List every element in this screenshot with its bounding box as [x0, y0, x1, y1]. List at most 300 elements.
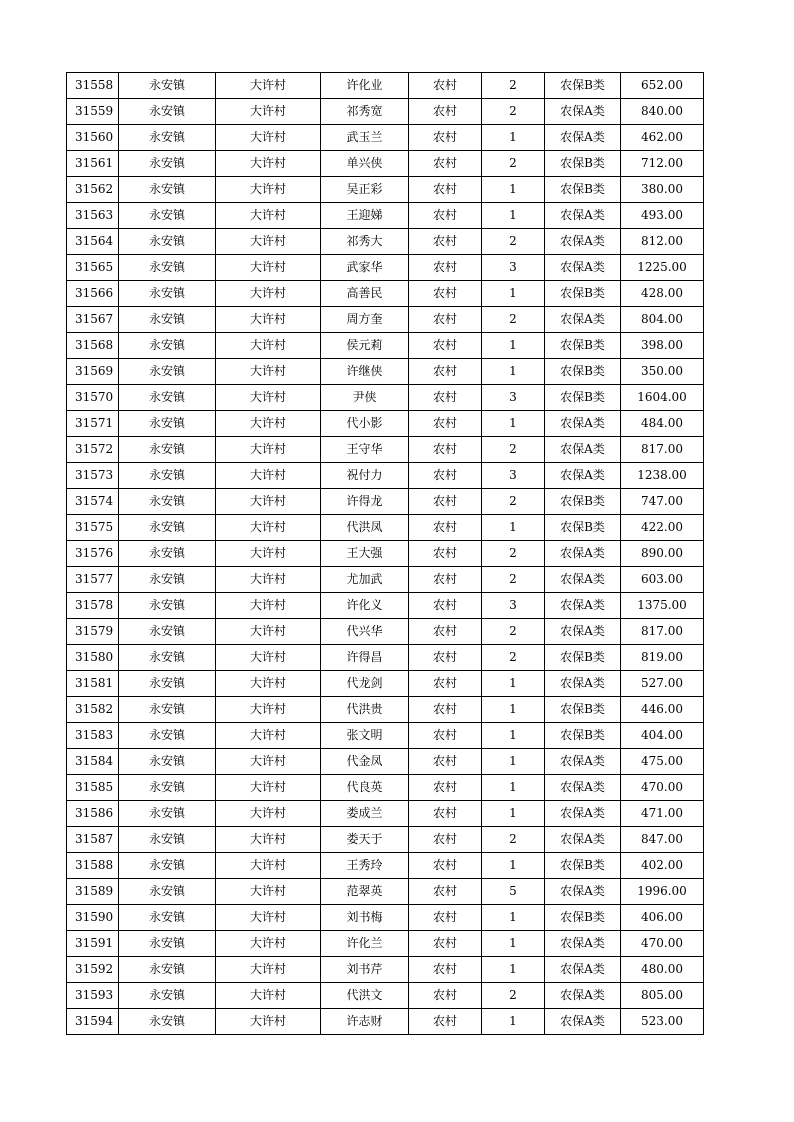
- type-cell: 农村: [409, 151, 482, 177]
- village-cell: 大许村: [216, 957, 321, 983]
- table-row: [67, 359, 704, 385]
- name-cell: 代龙剑: [321, 671, 409, 697]
- village-cell: 大许村: [216, 255, 321, 281]
- category-cell: 农保A类: [545, 671, 621, 697]
- town-cell: 永安镇: [119, 827, 216, 853]
- count-cell: 1: [482, 411, 545, 437]
- category-cell: 农保B类: [545, 723, 621, 749]
- town-cell: 永安镇: [119, 645, 216, 671]
- count-cell: 3: [482, 463, 545, 489]
- category-cell: 农保A类: [545, 125, 621, 151]
- name-cell: 代金凤: [321, 749, 409, 775]
- row-id-cell: 31570: [67, 385, 119, 411]
- amount-cell: 817.00: [621, 437, 704, 463]
- table-row: [67, 723, 704, 749]
- count-cell: 2: [482, 99, 545, 125]
- village-cell: 大许村: [216, 437, 321, 463]
- table-row: [67, 281, 704, 307]
- type-cell: 农村: [409, 1009, 482, 1035]
- town-cell: 永安镇: [119, 593, 216, 619]
- village-cell: 大许村: [216, 463, 321, 489]
- type-cell: 农村: [409, 957, 482, 983]
- table-row: [67, 931, 704, 957]
- town-cell: 永安镇: [119, 203, 216, 229]
- type-cell: 农村: [409, 723, 482, 749]
- town-cell: 永安镇: [119, 671, 216, 697]
- row-id-cell: 31581: [67, 671, 119, 697]
- town-cell: 永安镇: [119, 801, 216, 827]
- row-id-cell: 31573: [67, 463, 119, 489]
- name-cell: 代洪凤: [321, 515, 409, 541]
- name-cell: 许志财: [321, 1009, 409, 1035]
- category-cell: 农保A类: [545, 1009, 621, 1035]
- town-cell: 永安镇: [119, 775, 216, 801]
- category-cell: 农保A类: [545, 593, 621, 619]
- town-cell: 永安镇: [119, 931, 216, 957]
- type-cell: 农村: [409, 333, 482, 359]
- table-row: [67, 515, 704, 541]
- type-cell: 农村: [409, 463, 482, 489]
- village-cell: 大许村: [216, 983, 321, 1009]
- amount-cell: 380.00: [621, 177, 704, 203]
- category-cell: 农保A类: [545, 879, 621, 905]
- row-id-cell: 31585: [67, 775, 119, 801]
- town-cell: 永安镇: [119, 411, 216, 437]
- count-cell: 2: [482, 619, 545, 645]
- name-cell: 代良英: [321, 775, 409, 801]
- amount-cell: 470.00: [621, 931, 704, 957]
- row-id-cell: 31586: [67, 801, 119, 827]
- category-cell: 农保B类: [545, 515, 621, 541]
- row-id-cell: 31594: [67, 1009, 119, 1035]
- village-cell: 大许村: [216, 619, 321, 645]
- amount-cell: 847.00: [621, 827, 704, 853]
- count-cell: 1: [482, 905, 545, 931]
- town-cell: 永安镇: [119, 229, 216, 255]
- count-cell: 2: [482, 827, 545, 853]
- table-row: [67, 333, 704, 359]
- name-cell: 许化业: [321, 73, 409, 99]
- type-cell: 农村: [409, 983, 482, 1009]
- name-cell: 祁秀宽: [321, 99, 409, 125]
- row-id-cell: 31567: [67, 307, 119, 333]
- type-cell: 农村: [409, 281, 482, 307]
- table-row: [67, 151, 704, 177]
- name-cell: 吴正彩: [321, 177, 409, 203]
- town-cell: 永安镇: [119, 437, 216, 463]
- name-cell: 许得龙: [321, 489, 409, 515]
- town-cell: 永安镇: [119, 333, 216, 359]
- name-cell: 许得昌: [321, 645, 409, 671]
- row-id-cell: 31566: [67, 281, 119, 307]
- category-cell: 农保B类: [545, 489, 621, 515]
- village-cell: 大许村: [216, 645, 321, 671]
- row-id-cell: 31572: [67, 437, 119, 463]
- town-cell: 永安镇: [119, 99, 216, 125]
- name-cell: 周方奎: [321, 307, 409, 333]
- row-id-cell: 31590: [67, 905, 119, 931]
- name-cell: 许继侠: [321, 359, 409, 385]
- table-row: [67, 775, 704, 801]
- count-cell: 5: [482, 879, 545, 905]
- row-id-cell: 31591: [67, 931, 119, 957]
- name-cell: 王大强: [321, 541, 409, 567]
- amount-cell: 406.00: [621, 905, 704, 931]
- category-cell: 农保A类: [545, 749, 621, 775]
- table-row: [67, 567, 704, 593]
- town-cell: 永安镇: [119, 541, 216, 567]
- type-cell: 农村: [409, 385, 482, 411]
- count-cell: 2: [482, 73, 545, 99]
- type-cell: 农村: [409, 645, 482, 671]
- amount-cell: 523.00: [621, 1009, 704, 1035]
- category-cell: 农保B类: [545, 281, 621, 307]
- count-cell: 2: [482, 151, 545, 177]
- amount-cell: 840.00: [621, 99, 704, 125]
- name-cell: 代兴华: [321, 619, 409, 645]
- amount-cell: 747.00: [621, 489, 704, 515]
- category-cell: 农保A类: [545, 827, 621, 853]
- category-cell: 农保B类: [545, 853, 621, 879]
- name-cell: 张文明: [321, 723, 409, 749]
- town-cell: 永安镇: [119, 255, 216, 281]
- name-cell: 王迎娣: [321, 203, 409, 229]
- category-cell: 农保A类: [545, 255, 621, 281]
- type-cell: 农村: [409, 749, 482, 775]
- row-id-cell: 31569: [67, 359, 119, 385]
- table-row: [67, 697, 704, 723]
- type-cell: 农村: [409, 255, 482, 281]
- count-cell: 2: [482, 229, 545, 255]
- row-id-cell: 31558: [67, 73, 119, 99]
- name-cell: 武玉兰: [321, 125, 409, 151]
- village-cell: 大许村: [216, 853, 321, 879]
- name-cell: 单兴侠: [321, 151, 409, 177]
- category-cell: 农保A类: [545, 437, 621, 463]
- count-cell: 2: [482, 645, 545, 671]
- village-cell: 大许村: [216, 151, 321, 177]
- town-cell: 永安镇: [119, 125, 216, 151]
- amount-cell: 819.00: [621, 645, 704, 671]
- category-cell: 农保B类: [545, 151, 621, 177]
- type-cell: 农村: [409, 931, 482, 957]
- village-cell: 大许村: [216, 515, 321, 541]
- village-cell: 大许村: [216, 541, 321, 567]
- table-row: [67, 73, 704, 99]
- count-cell: 1: [482, 853, 545, 879]
- village-cell: 大许村: [216, 125, 321, 151]
- town-cell: 永安镇: [119, 905, 216, 931]
- type-cell: 农村: [409, 775, 482, 801]
- count-cell: 1: [482, 281, 545, 307]
- count-cell: 2: [482, 489, 545, 515]
- amount-cell: 462.00: [621, 125, 704, 151]
- category-cell: 农保A类: [545, 775, 621, 801]
- row-id-cell: 31582: [67, 697, 119, 723]
- town-cell: 永安镇: [119, 1009, 216, 1035]
- village-cell: 大许村: [216, 385, 321, 411]
- type-cell: 农村: [409, 827, 482, 853]
- count-cell: 3: [482, 255, 545, 281]
- type-cell: 农村: [409, 905, 482, 931]
- category-cell: 农保A类: [545, 567, 621, 593]
- village-cell: 大许村: [216, 567, 321, 593]
- town-cell: 永安镇: [119, 853, 216, 879]
- amount-cell: 805.00: [621, 983, 704, 1009]
- category-cell: 农保B类: [545, 385, 621, 411]
- count-cell: 1: [482, 359, 545, 385]
- village-cell: 大许村: [216, 671, 321, 697]
- category-cell: 农保A类: [545, 957, 621, 983]
- town-cell: 永安镇: [119, 281, 216, 307]
- category-cell: 农保A类: [545, 541, 621, 567]
- name-cell: 祁秀大: [321, 229, 409, 255]
- town-cell: 永安镇: [119, 983, 216, 1009]
- row-id-cell: 31580: [67, 645, 119, 671]
- name-cell: 尤加武: [321, 567, 409, 593]
- category-cell: 农保B类: [545, 73, 621, 99]
- type-cell: 农村: [409, 541, 482, 567]
- row-id-cell: 31568: [67, 333, 119, 359]
- row-id-cell: 31571: [67, 411, 119, 437]
- count-cell: 2: [482, 437, 545, 463]
- type-cell: 农村: [409, 359, 482, 385]
- village-cell: 大许村: [216, 749, 321, 775]
- data-table: [66, 72, 704, 1035]
- village-cell: 大许村: [216, 489, 321, 515]
- row-id-cell: 31593: [67, 983, 119, 1009]
- type-cell: 农村: [409, 697, 482, 723]
- row-id-cell: 31588: [67, 853, 119, 879]
- amount-cell: 1375.00: [621, 593, 704, 619]
- type-cell: 农村: [409, 879, 482, 905]
- town-cell: 永安镇: [119, 177, 216, 203]
- name-cell: 许化兰: [321, 931, 409, 957]
- amount-cell: 422.00: [621, 515, 704, 541]
- category-cell: 农保B类: [545, 645, 621, 671]
- row-id-cell: 31584: [67, 749, 119, 775]
- village-cell: 大许村: [216, 801, 321, 827]
- amount-cell: 817.00: [621, 619, 704, 645]
- count-cell: 1: [482, 775, 545, 801]
- town-cell: 永安镇: [119, 73, 216, 99]
- row-id-cell: 31576: [67, 541, 119, 567]
- count-cell: 1: [482, 203, 545, 229]
- town-cell: 永安镇: [119, 749, 216, 775]
- category-cell: 农保A类: [545, 619, 621, 645]
- category-cell: 农保A类: [545, 463, 621, 489]
- amount-cell: 480.00: [621, 957, 704, 983]
- amount-cell: 470.00: [621, 775, 704, 801]
- count-cell: 2: [482, 541, 545, 567]
- amount-cell: 804.00: [621, 307, 704, 333]
- table-row: [67, 853, 704, 879]
- amount-cell: 1604.00: [621, 385, 704, 411]
- village-cell: 大许村: [216, 879, 321, 905]
- count-cell: 1: [482, 671, 545, 697]
- name-cell: 武家华: [321, 255, 409, 281]
- category-cell: 农保B类: [545, 697, 621, 723]
- type-cell: 农村: [409, 73, 482, 99]
- count-cell: 2: [482, 983, 545, 1009]
- table-row: [67, 411, 704, 437]
- table-row: [67, 827, 704, 853]
- village-cell: 大许村: [216, 905, 321, 931]
- table-row: [67, 255, 704, 281]
- count-cell: 1: [482, 723, 545, 749]
- village-cell: 大许村: [216, 593, 321, 619]
- category-cell: 农保B类: [545, 333, 621, 359]
- name-cell: 娄天于: [321, 827, 409, 853]
- village-cell: 大许村: [216, 203, 321, 229]
- name-cell: 范翠英: [321, 879, 409, 905]
- category-cell: 农保A类: [545, 307, 621, 333]
- table-row: [67, 385, 704, 411]
- table-row: [67, 203, 704, 229]
- amount-cell: 402.00: [621, 853, 704, 879]
- name-cell: 刘书芹: [321, 957, 409, 983]
- category-cell: 农保A类: [545, 411, 621, 437]
- amount-cell: 1996.00: [621, 879, 704, 905]
- village-cell: 大许村: [216, 775, 321, 801]
- table-row: [67, 879, 704, 905]
- table-row: [67, 541, 704, 567]
- count-cell: 1: [482, 697, 545, 723]
- table-row: [67, 125, 704, 151]
- name-cell: 刘书梅: [321, 905, 409, 931]
- town-cell: 永安镇: [119, 697, 216, 723]
- name-cell: 祝付力: [321, 463, 409, 489]
- amount-cell: 471.00: [621, 801, 704, 827]
- row-id-cell: 31583: [67, 723, 119, 749]
- row-id-cell: 31589: [67, 879, 119, 905]
- type-cell: 农村: [409, 515, 482, 541]
- table-body: [67, 73, 704, 1035]
- type-cell: 农村: [409, 567, 482, 593]
- row-id-cell: 31560: [67, 125, 119, 151]
- table-row: [67, 489, 704, 515]
- name-cell: 许化义: [321, 593, 409, 619]
- count-cell: 2: [482, 567, 545, 593]
- category-cell: 农保B类: [545, 177, 621, 203]
- category-cell: 农保A类: [545, 931, 621, 957]
- village-cell: 大许村: [216, 177, 321, 203]
- town-cell: 永安镇: [119, 515, 216, 541]
- type-cell: 农村: [409, 619, 482, 645]
- village-cell: 大许村: [216, 281, 321, 307]
- count-cell: 1: [482, 333, 545, 359]
- table-row: [67, 645, 704, 671]
- table-row: [67, 983, 704, 1009]
- type-cell: 农村: [409, 125, 482, 151]
- village-cell: 大许村: [216, 411, 321, 437]
- row-id-cell: 31579: [67, 619, 119, 645]
- name-cell: 尹侠: [321, 385, 409, 411]
- town-cell: 永安镇: [119, 385, 216, 411]
- row-id-cell: 31559: [67, 99, 119, 125]
- count-cell: 1: [482, 801, 545, 827]
- category-cell: 农保A类: [545, 203, 621, 229]
- village-cell: 大许村: [216, 333, 321, 359]
- row-id-cell: 31561: [67, 151, 119, 177]
- town-cell: 永安镇: [119, 619, 216, 645]
- amount-cell: 527.00: [621, 671, 704, 697]
- row-id-cell: 31578: [67, 593, 119, 619]
- type-cell: 农村: [409, 853, 482, 879]
- table-row: [67, 463, 704, 489]
- count-cell: 1: [482, 125, 545, 151]
- row-id-cell: 31563: [67, 203, 119, 229]
- village-cell: 大许村: [216, 931, 321, 957]
- type-cell: 农村: [409, 437, 482, 463]
- type-cell: 农村: [409, 99, 482, 125]
- village-cell: 大许村: [216, 697, 321, 723]
- village-cell: 大许村: [216, 99, 321, 125]
- village-cell: 大许村: [216, 723, 321, 749]
- row-id-cell: 31577: [67, 567, 119, 593]
- table-row: [67, 801, 704, 827]
- amount-cell: 890.00: [621, 541, 704, 567]
- row-id-cell: 31574: [67, 489, 119, 515]
- amount-cell: 446.00: [621, 697, 704, 723]
- name-cell: 王秀玲: [321, 853, 409, 879]
- table-row: [67, 671, 704, 697]
- amount-cell: 350.00: [621, 359, 704, 385]
- town-cell: 永安镇: [119, 307, 216, 333]
- amount-cell: 493.00: [621, 203, 704, 229]
- count-cell: 1: [482, 177, 545, 203]
- type-cell: 农村: [409, 177, 482, 203]
- table-row: [67, 905, 704, 931]
- table-row: [67, 99, 704, 125]
- name-cell: 王守华: [321, 437, 409, 463]
- count-cell: 1: [482, 957, 545, 983]
- town-cell: 永安镇: [119, 151, 216, 177]
- name-cell: 娄成兰: [321, 801, 409, 827]
- type-cell: 农村: [409, 411, 482, 437]
- row-id-cell: 31565: [67, 255, 119, 281]
- village-cell: 大许村: [216, 229, 321, 255]
- type-cell: 农村: [409, 229, 482, 255]
- category-cell: 农保A类: [545, 983, 621, 1009]
- town-cell: 永安镇: [119, 879, 216, 905]
- type-cell: 农村: [409, 593, 482, 619]
- town-cell: 永安镇: [119, 489, 216, 515]
- count-cell: 1: [482, 1009, 545, 1035]
- name-cell: 代小影: [321, 411, 409, 437]
- table-row: [67, 1009, 704, 1035]
- name-cell: 代洪贵: [321, 697, 409, 723]
- count-cell: 2: [482, 307, 545, 333]
- amount-cell: 603.00: [621, 567, 704, 593]
- count-cell: 1: [482, 931, 545, 957]
- category-cell: 农保A类: [545, 229, 621, 255]
- type-cell: 农村: [409, 801, 482, 827]
- category-cell: 农保B类: [545, 905, 621, 931]
- town-cell: 永安镇: [119, 359, 216, 385]
- type-cell: 农村: [409, 489, 482, 515]
- name-cell: 高善民: [321, 281, 409, 307]
- table-row: [67, 619, 704, 645]
- category-cell: 农保A类: [545, 801, 621, 827]
- village-cell: 大许村: [216, 1009, 321, 1035]
- amount-cell: 404.00: [621, 723, 704, 749]
- count-cell: 1: [482, 749, 545, 775]
- village-cell: 大许村: [216, 73, 321, 99]
- amount-cell: 475.00: [621, 749, 704, 775]
- table-row: [67, 229, 704, 255]
- count-cell: 3: [482, 593, 545, 619]
